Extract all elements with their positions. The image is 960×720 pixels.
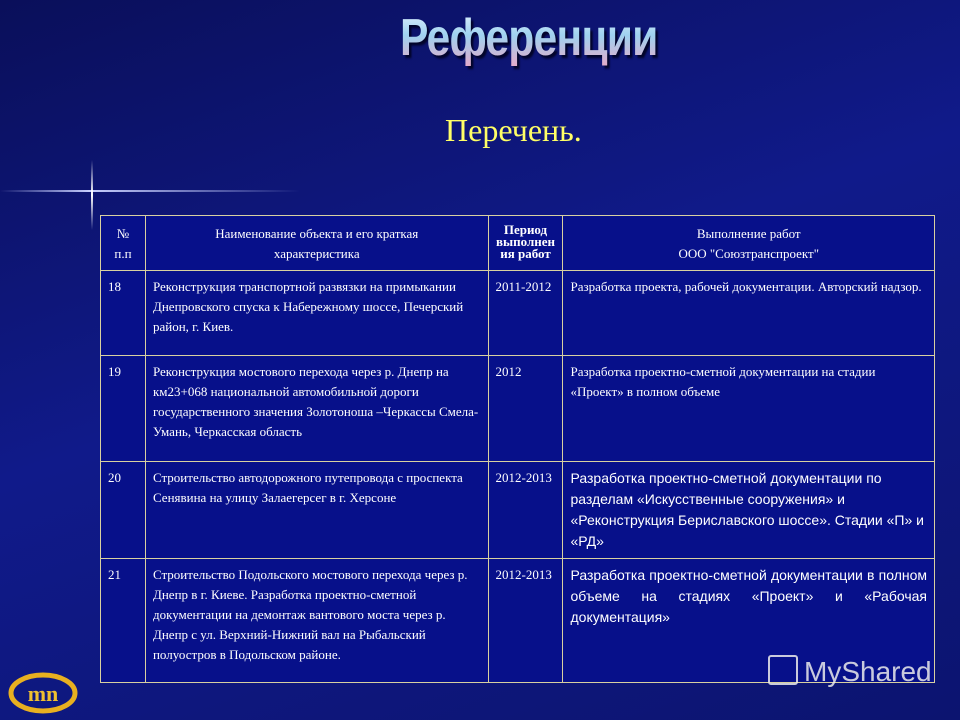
header-name-line: Наименование объекта и его краткая xyxy=(215,226,419,241)
cell-work: Разработка проектно-сметной документации по разделам «Искусственные сооружения» и «Реконструкция Бериславского шоссе». Стадии «П» и «РД» xyxy=(563,462,935,559)
presentation-icon xyxy=(768,655,798,685)
header-num xyxy=(101,216,146,271)
cell-num: 19 xyxy=(101,356,146,462)
cell-period: 2011-2012 xyxy=(488,271,563,356)
header-period-line: ия работ xyxy=(500,246,551,261)
cell-num: 21 xyxy=(101,559,146,683)
header-num-line: п.п xyxy=(114,246,132,261)
slide-title: Референции xyxy=(400,9,658,67)
references-table xyxy=(100,215,935,683)
cell-num: 18 xyxy=(101,271,146,356)
header-work-line: ООО "Союзтранспроект" xyxy=(678,246,820,261)
header-name xyxy=(145,216,488,271)
header-period xyxy=(488,216,563,271)
table-header-row xyxy=(101,216,935,271)
cell-name: Реконструкция транспортной развязки на примыкании Днепровского спуска к Набережному шоссе, Печерский район, г. Киев. xyxy=(145,271,488,356)
header-num-line: № xyxy=(116,226,130,241)
cell-name: Строительство Подольского мостового перехода через р. Днепр в г. Киеве. Разработка проектно-сметной документации на демонтаж вантового моста через р. Днепр с ул. Верхний-Нижний вал на Рыбальский полуостров в Подольском районе. xyxy=(145,559,488,683)
header-work-line: Выполнение работ xyxy=(696,226,801,241)
light-flare xyxy=(0,190,300,192)
light-flare-vertical xyxy=(91,160,93,230)
cell-period: 2012 xyxy=(488,356,563,462)
header-work xyxy=(563,216,935,271)
cell-work: Разработка проекта, рабочей документации. Авторский надзор. xyxy=(563,271,935,356)
company-logo xyxy=(8,672,78,714)
watermark-text: MyShared xyxy=(804,656,932,687)
cell-period: 2012-2013 xyxy=(488,559,563,683)
cell-period: 2012-2013 xyxy=(488,462,563,559)
table-row xyxy=(101,356,935,462)
header-name-line: характеристика xyxy=(273,246,360,261)
cell-name: Реконструкция мостового перехода через р. Днепр на км23+068 национальной автомобильной дороги государственного значения Золотоноша –Черкассы Смела-Умань, Черкасская область xyxy=(145,356,488,462)
table-row xyxy=(101,462,935,559)
svg-text:mn: mn xyxy=(27,681,59,706)
cell-name: Строительство автодорожного путепровода с проспекта Сенявина на улицу Залаегерсег в г. Херсоне xyxy=(145,462,488,559)
cell-work: Разработка проектно-сметной документации на стадии «Проект» в полном объеме xyxy=(563,356,935,462)
cell-num: 20 xyxy=(101,462,146,559)
table-row xyxy=(101,271,935,356)
header-period-line: Период xyxy=(503,222,548,237)
cell-work: Разработка проектно-сметной документации в полном объеме на стадиях «Проект» и «Рабочая документация» xyxy=(563,559,935,683)
header-period-line: выполнен xyxy=(495,234,556,249)
slide-subtitle: Перечень. xyxy=(445,112,582,148)
watermark xyxy=(768,655,932,688)
